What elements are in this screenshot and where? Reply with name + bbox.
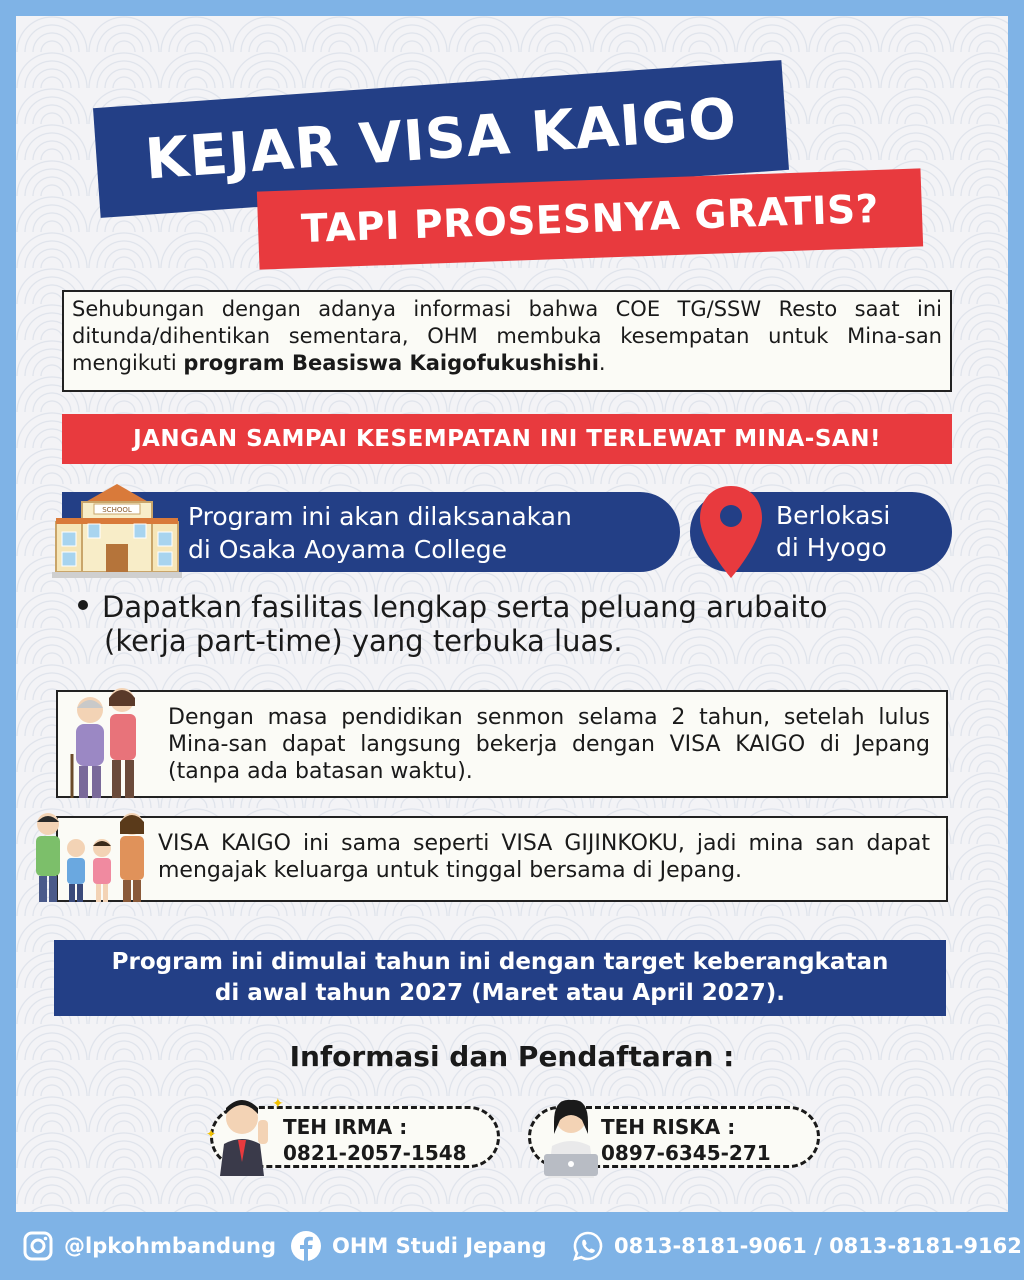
education-info-text: Dengan masa pendidikan senmon selama 2 tahun, setelah lulus Mina-san dapat langsung bekerja dengan VISA KAIGO di Jepang (tanpa ada batasan waktu).: [168, 705, 930, 784]
facility-bullet: [78, 590, 948, 658]
located-line-2: di Hyogo: [776, 533, 887, 562]
bullet-line-1: Dapatkan fasilitas lengkap serta peluang arubaito: [102, 590, 828, 624]
contact-name: TEH RISKA :: [601, 1115, 736, 1139]
family-info-box: [56, 816, 948, 902]
contact-name: TEH IRMA :: [283, 1115, 408, 1139]
alert-text: JANGAN SAMPAI KESEMPATAN INI TERLEWAT MINA-SAN!: [133, 426, 881, 452]
family-illustration-icon: [30, 808, 154, 904]
program-line-1: Program ini akan dilaksanakan: [188, 502, 572, 531]
location-pin-icon: [694, 482, 768, 582]
instagram-handle: @lpkohmbandung: [64, 1234, 277, 1258]
contact-phone[interactable]: 0897-6345-271: [601, 1141, 771, 1165]
banner-line-2: di awal tahun 2027 (Maret atau April 2027).: [214, 980, 786, 1006]
intro-text-end: .: [598, 351, 606, 375]
footer-whatsapp[interactable]: [572, 1230, 1022, 1262]
footer-bar: [0, 1212, 1024, 1280]
bullet-dot: [78, 600, 88, 610]
footer-instagram[interactable]: [22, 1230, 276, 1262]
school-building-icon: [52, 482, 182, 578]
title-main-text: KEJAR VISA KAIGO: [142, 85, 740, 193]
alert-banner: [62, 414, 952, 464]
facebook-icon: [290, 1230, 322, 1262]
whatsapp-icon: [572, 1230, 604, 1262]
intro-box: [62, 290, 952, 392]
bullet-line-2: (kerja part-time) yang terbuka luas.: [104, 624, 623, 658]
located-line-1: Berlokasi: [776, 501, 891, 530]
departure-target-banner: [54, 940, 946, 1016]
caregiver-elderly-illustration-icon: [64, 682, 148, 802]
whatsapp-numbers: 0813-8181-9061 / 0813-8181-9162: [614, 1234, 1022, 1258]
svg-text:✦: ✦: [272, 1096, 284, 1112]
education-info-box: [56, 690, 948, 798]
contact-avatar-irma-icon: [202, 1090, 284, 1176]
program-line-2: di Osaka Aoyama College: [188, 535, 508, 564]
family-info-text: VISA KAIGO ini sama seperti VISA GIJINKOKU, jadi mina san dapat mengajak keluarga untuk tinggal bersama di Jepang.: [158, 831, 930, 883]
banner-line-1: Program ini dimulai tahun ini dengan target keberangkatan: [111, 949, 889, 975]
title-sub-text: TAPI PROSESNYA GRATIS?: [300, 186, 880, 252]
footer-facebook[interactable]: [290, 1230, 547, 1262]
intro-program-name: program Beasiswa Kaigofukushishi: [183, 351, 599, 375]
intro-text: Sehubungan dengan adanya informasi bahwa COE TG/SSW Resto saat ini ditunda/dihentikan sementara, OHM membuka kesempatan untuk Mina-san mengikuti: [72, 297, 942, 375]
instagram-icon: [22, 1230, 54, 1262]
contact-avatar-riska-icon: [536, 1094, 606, 1178]
registration-info-title: Informasi dan Pendaftaran :: [289, 1040, 735, 1073]
svg-text:✦: ✦: [206, 1127, 217, 1141]
school-sign-text: SCHOOL: [102, 506, 132, 514]
facebook-page-name: OHM Studi Jepang: [332, 1234, 547, 1258]
contact-phone[interactable]: 0821-2057-1548: [283, 1141, 467, 1165]
